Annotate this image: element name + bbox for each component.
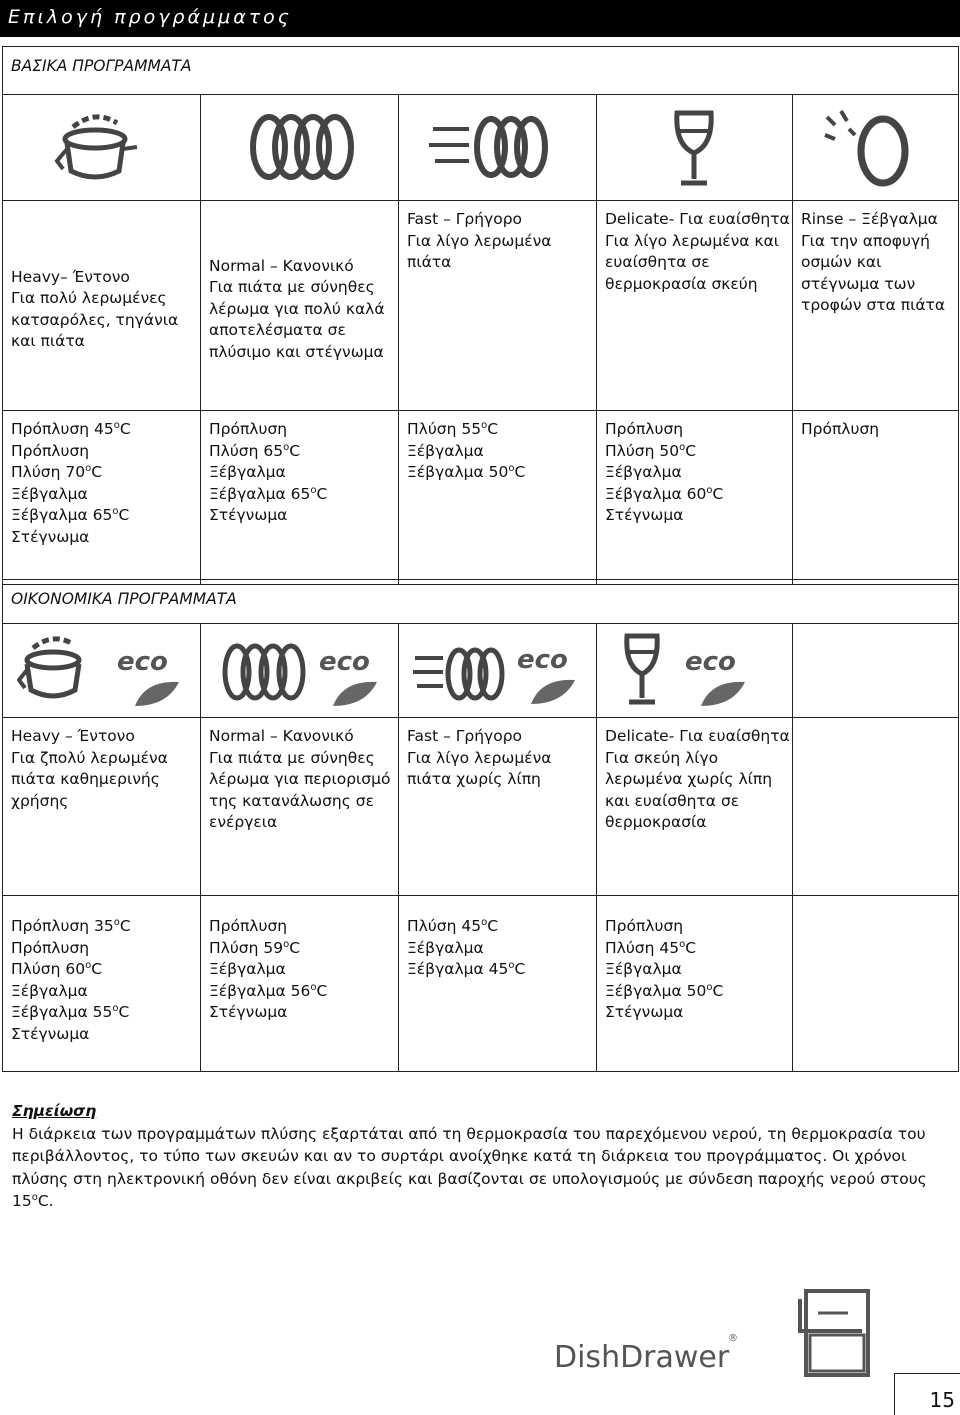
- basic-programs-table: [2, 46, 959, 585]
- wine-glass-eco-icon: [597, 624, 793, 718]
- step-line: Στέγνωμα: [11, 1024, 90, 1043]
- step-line: Στέγνωμα: [11, 527, 90, 546]
- step-line: Πλύση 59$^o$C: [209, 938, 301, 957]
- step-line: Ξέβγαλμα 55$^o$C: [11, 1002, 130, 1021]
- page-title: Επιλογή προγράμματος: [8, 6, 292, 28]
- program-description: Normal – Κανονικό Για πιάτα με σύνηθες λέρωμα για περιορισμό της κατανάλωσης σε ενέργεια: [201, 718, 399, 896]
- program-description: Rinse – Ξέβγαλμα Για την αποφυγή οσμών και στέγνωμα των τροφών στα πιάτα: [793, 201, 959, 411]
- step-line: Πρόπλυση 35$^o$C: [11, 916, 131, 935]
- svg-text:eco: eco: [517, 645, 568, 675]
- empty-cell: [793, 718, 959, 896]
- program-steps: [793, 411, 959, 585]
- svg-text:eco: eco: [117, 647, 168, 677]
- step-line: Πρόπλυση: [605, 917, 684, 935]
- program-description: Fast – Γρήγορο Για λίγο λερωμένα πιάτα: [399, 201, 597, 411]
- step-line: Ξέβγαλμα 50$^o$C: [407, 462, 526, 481]
- step-line: Πλύση 60$^o$C: [11, 959, 103, 978]
- program-steps: [201, 411, 399, 585]
- step-line: Πλύση 55$^o$C: [407, 419, 499, 438]
- svg-text:eco: eco: [685, 647, 736, 677]
- step-line: Στέγνωμα: [605, 506, 684, 524]
- plates-icon: [201, 95, 399, 201]
- step-line: Ξέβγαλμα 50$^o$C: [605, 981, 724, 1000]
- svg-text:eco: eco: [319, 647, 370, 677]
- step-line: Στέγνωμα: [209, 1003, 288, 1021]
- step-line: Ξέβγαλμα: [605, 463, 682, 481]
- program-steps: [597, 411, 793, 585]
- step-line: Πρόπλυση: [801, 420, 880, 438]
- svg-text:®: ®: [728, 1333, 738, 1344]
- program-description: Normal – Κανονικό Για πιάτα με σύνηθες λέρωμα για πολύ καλά αποτελέσματα σε πλύσιμο και στέγνωμα: [201, 201, 399, 411]
- step-line: Ξέβγαλμα 45$^o$C: [407, 959, 526, 978]
- step-line: Ξέβγαλμα 56$^o$C: [209, 981, 328, 1000]
- step-line: Στέγνωμα: [209, 506, 288, 524]
- eco-programs-heading: ΟΙΚΟΝΟΜΙΚΑ ΠΡΟΓΡΑΜΜΑΤΑ: [3, 580, 959, 624]
- step-line: Ξέβγαλμα: [11, 484, 88, 503]
- step-line: Πλύση 65$^o$C: [209, 441, 301, 460]
- program-steps: [597, 896, 793, 1072]
- step-line: Ξέβγαλμα: [209, 960, 286, 978]
- program-description: Heavy – Έντονο Για ζπολύ λερωμένα πιάτα καθημερινής χρήσης: [3, 718, 201, 896]
- step-line: Ξέβγαλμα: [209, 463, 286, 481]
- eco-programs-table: [2, 579, 959, 1072]
- program-description: Delicate- Για ευαίσθητα Για σκεύη λίγο λερωμένα χωρίς λίπη και ευαίσθητα σε θερμοκρασία: [597, 718, 793, 896]
- step-line: Πρόπλυση: [605, 420, 684, 438]
- step-line: Ξέβγαλμα: [407, 441, 484, 460]
- note-block: [12, 1100, 947, 1213]
- note-text: Η διάρκεια των προγραμμάτων πλύσης εξαρτάται από τη θερμοκρασία του παρεχόμενου νερού, τη θερμοκρασία του περιβάλλοντος, το τύπο των σκευών και αν το συρτάρι ανοίχθηκε κατά τη διάρκεια του προγράμματος. Οι χρόνοι πλύσης στη ηλεκτρονική οθόνη δεν είναι ακριβείς και βασίζονται σε υπολογισμούς με σύνδεση παροχής νερού στους 15$^o$C.: [12, 1124, 927, 1210]
- empty-cell: [793, 896, 959, 1072]
- empty-cell: [793, 624, 959, 718]
- step-line: Πρόπλυση: [209, 420, 288, 438]
- step-line: Πλύση 45$^o$C: [605, 938, 697, 957]
- step-line: Πρόπλυση: [209, 917, 288, 935]
- step-line: Πρόπλυση: [11, 938, 90, 957]
- program-steps: [201, 896, 399, 1072]
- step-line: Ξέβγαλμα 65$^o$C: [11, 505, 130, 524]
- program-steps: [3, 896, 201, 1072]
- step-line: Πλύση 50$^o$C: [605, 441, 697, 460]
- step-line: Ξέβγαλμα: [407, 938, 484, 957]
- basic-programs-heading: ΒΑΣΙΚΑ ΠΡΟΓΡΑΜΜΑΤΑ: [3, 47, 959, 95]
- note-title: Σημείωση: [12, 1102, 97, 1120]
- fast-plates-icon: [399, 95, 597, 201]
- fast-plates-eco-icon: [399, 624, 597, 718]
- program-steps: [399, 411, 597, 585]
- program-description: Fast – Γρήγορο Για λίγο λερωμένα πιάτα χωρίς λίπη: [399, 718, 597, 896]
- program-description: Heavy– Έντονο Για πολύ λερωμένες κατσαρόλες, τηγάνια και πιάτα: [3, 201, 201, 411]
- step-line: Ξέβγαλμα 65$^o$C: [209, 484, 328, 503]
- svg-text:DishDrawer: DishDrawer: [554, 1340, 730, 1375]
- step-line: Ξέβγαλμα: [605, 960, 682, 978]
- step-line: Πρόπλυση: [11, 441, 90, 460]
- rinse-plate-icon: [793, 95, 959, 201]
- program-steps: [399, 896, 597, 1072]
- step-line: Στέγνωμα: [605, 1003, 684, 1021]
- wine-glass-icon: [597, 95, 793, 201]
- pot-icon: [3, 95, 201, 201]
- plates-eco-icon: [201, 624, 399, 718]
- program-description: Delicate- Για ευαίσθητα Για λίγο λερωμένα και ευαίσθητα σε θερμοκρασία σκεύη: [597, 201, 793, 411]
- pot-eco-icon: [3, 624, 201, 718]
- section-title-bar: [0, 0, 960, 37]
- step-line: Πλύση 70$^o$C: [11, 462, 103, 481]
- page-number: 15: [929, 1388, 955, 1412]
- step-line: Ξέβγαλμα: [11, 981, 88, 1000]
- step-line: Ξέβγαλμα 60$^o$C: [605, 484, 724, 503]
- program-steps: [3, 411, 201, 585]
- step-line: Πρόπλυση 45$^o$C: [11, 419, 131, 438]
- step-line: Πλύση 45$^o$C: [407, 916, 499, 935]
- dishdrawer-logo: [548, 1285, 888, 1389]
- page-number-box: [894, 1373, 960, 1415]
